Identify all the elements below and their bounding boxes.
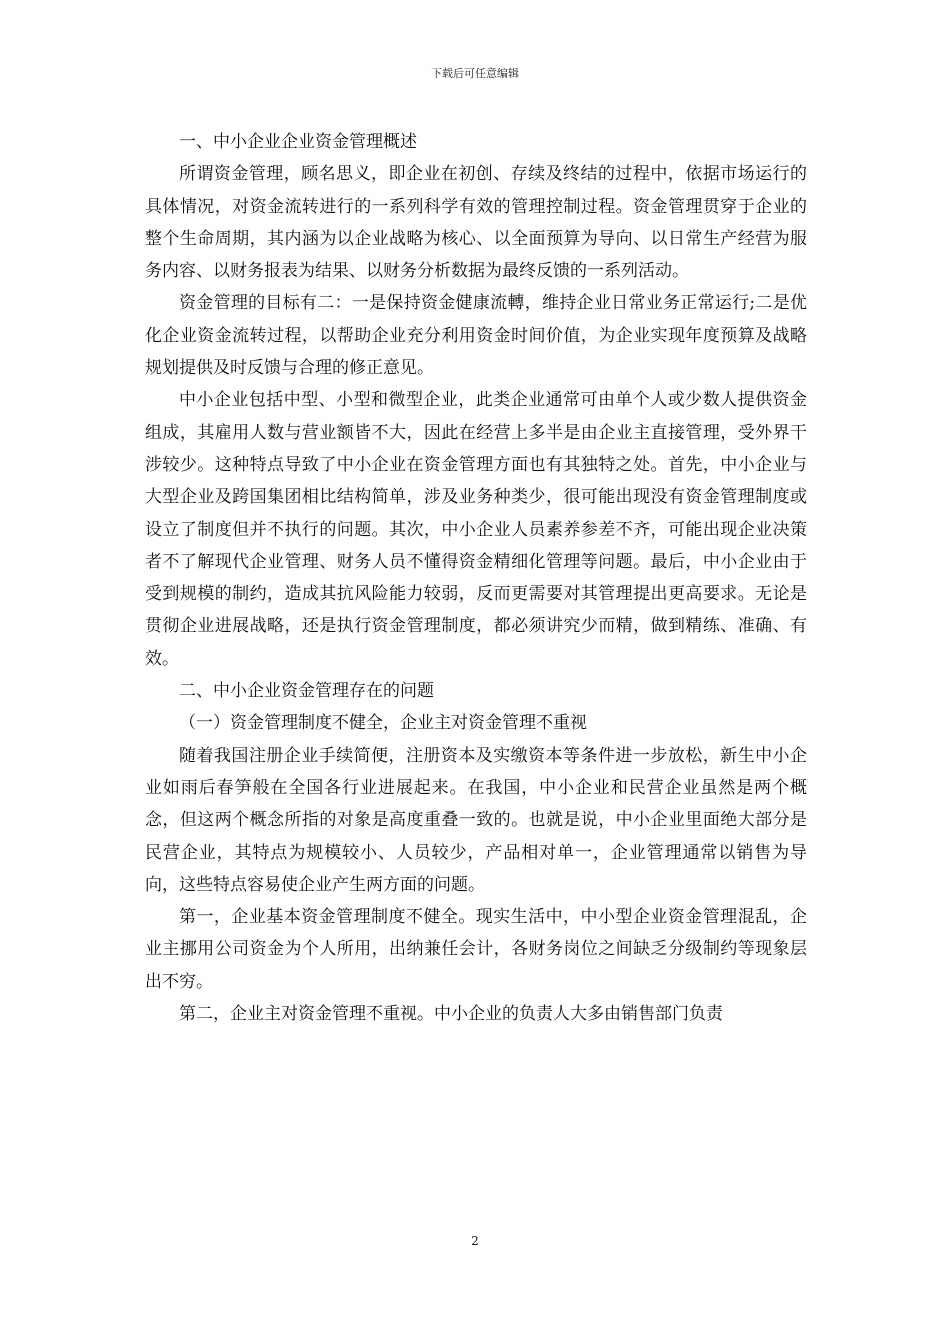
paragraph: 第二，企业主对资金管理不重视。中小企业的负责人大多由销售部门负责 bbox=[179, 1004, 723, 1025]
document-body bbox=[145, 126, 807, 1030]
page-header: 下载后可任意编辑 bbox=[431, 67, 519, 80]
section-heading-1: 一、中小企业企业资金管理概述 bbox=[179, 132, 417, 152]
paragraph: 第一，企业基本资金管理制度不健全。现实生活中，中小型企业资金管理混乱，企业主挪用公司资金为个人所用，出纳兼任会计，各财务岗位之间缺乏分级制约等现象层出不穷。 bbox=[145, 907, 807, 992]
section-heading-2: 二、中小企业资金管理存在的问题 bbox=[179, 681, 434, 702]
page-number: 2 bbox=[471, 1234, 479, 1248]
paragraph: 随着我国注册企业手续简便，注册资本及实缴资本等条件进一步放松，新生中小企业如雨后春笋般在全国各行业进展起来。在我国，中小企业和民营企业虽然是两个概念，但这两个概念所指的对象是高度重叠一致的。也就是说，中小企业里面绝大部分是民营企业，其特点为规模较小、人员较少，产品相对单一，企业管理通常以销售为导向，这些特点容易使企业产生两方面的问题。 bbox=[145, 745, 807, 895]
subsection-heading-1: （一）资金管理制度不健全，企业主对资金管理不重视 bbox=[179, 713, 587, 734]
paragraph: 所谓资金管理，顾名思义，即企业在初创、存续及终结的过程中，依据市场运行的具体情况，对资金流转进行的一系列科学有效的管理控制过程。资金管理贯穿于企业的整个生命周期，其内涵为以企业战略为核心、以全面预算为导向、以日常生产经营为服务内容、以财务报表为结果、以财务分析数据为最终反馈的一系列活动。 bbox=[145, 164, 807, 282]
paragraph: 资金管理的目标有二：一是保持资金健康流轉，维持企业日常业务正常运行;二是优化企业资金流转过程，以帮助企业充分利用资金时间价值，为企业实现年度预算及战略规划提供及时反馈与合理的修正意见。 bbox=[145, 293, 807, 379]
paragraph: 中小企业包括中型、小型和微型企业，此类企业通常可由单个人或少数人提供资金组成，其雇用人数与营业额皆不大，因此在经营上多半是由企业主直接管理，受外界干涉较少。这种特点导致了中小企业在资金管理方面也有其独特之处。首先，中小企业与大型企业及跨国集团相比结构简单，涉及业务种类少，很可能出现没有资金管理制度或设立了制度但并不执行的问题。其次，中小企业人员素养参差不齐，可能出现企业决策者不了解现代企业管理、财务人员不懂得资金精细化管理等问题。最后，中小企业由于受到规模的制约，造成其抗风险能力较弱，反而更需要对其管理提出更高要求。无论是贯彻企业进展战略，还是执行资金管理制度，都必须讲究少而精，做到精练、准确、有效。 bbox=[145, 390, 807, 669]
